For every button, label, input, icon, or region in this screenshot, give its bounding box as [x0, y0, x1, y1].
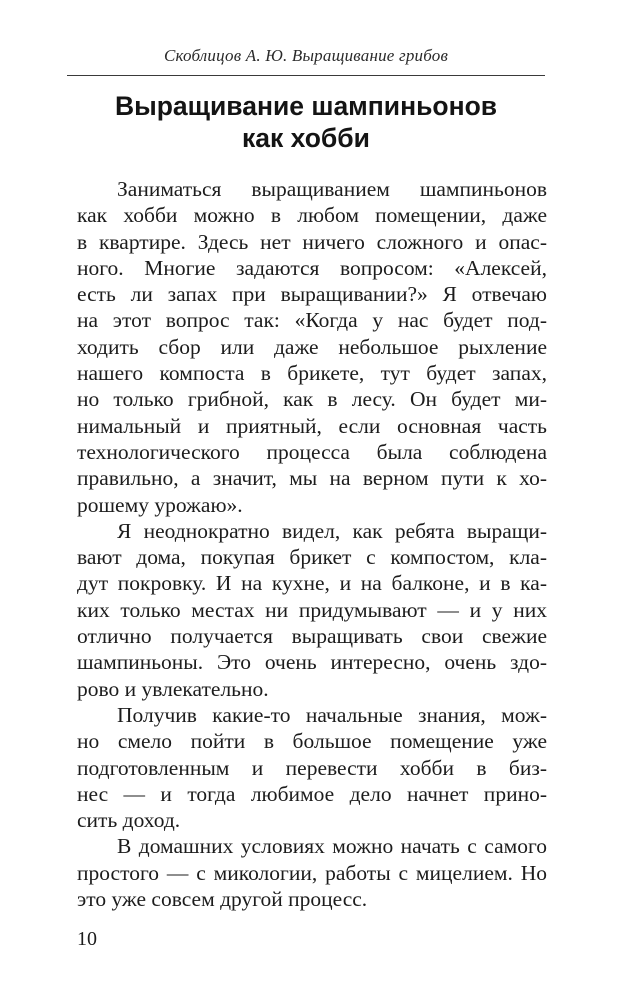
paragraph-line: рово и увлекательно. [77, 676, 269, 701]
paragraph-line: В домашних условиях можно начать с самого [117, 834, 547, 859]
paragraph [77, 702, 547, 833]
body-text [77, 176, 547, 912]
paragraph [77, 833, 547, 912]
paragraph-line: Заниматься выращиванием шампиньонов [117, 177, 547, 201]
paragraph-line: есть ли запах при выращивании?» Я отвечаю [77, 282, 547, 307]
paragraph-line: в квартире. Здесь нет ничего сложного и опас- [77, 229, 547, 254]
paragraph-line: отлично получается выращивать свои свежие [77, 624, 547, 649]
chapter-title [60, 90, 552, 154]
paragraph-line: но только грибной, как в лесу. Он будет ми- [77, 387, 547, 412]
page-number: 10 [77, 928, 97, 950]
running-head: Скоблицов А. Ю. Выращивание грибов [163, 46, 449, 65]
paragraph-line: на этот вопрос так: «Когда у нас будет под- [77, 308, 547, 333]
paragraph-line: нимальный и приятный, если основная часть [77, 413, 547, 438]
paragraph [77, 176, 547, 518]
paragraph-line: это уже совсем другой процесс. [77, 887, 368, 912]
chapter-title-line: Выращивание шампиньонов [114, 91, 498, 121]
paragraph-line: Я неоднократно видел, как ребята выращи- [117, 518, 547, 543]
paragraph-line: дут покровку. И на кухне, и на балконе, и в ка- [77, 571, 547, 596]
paragraph-line: правильно, а значит, мы на верном пути к хо- [77, 466, 547, 491]
paragraph [77, 518, 547, 702]
paragraph-line: сить доход. [77, 808, 181, 833]
paragraph-line: технологического процесса была соблюдена [77, 439, 547, 464]
paragraph-line: Получив какие-то начальные знания, мож- [117, 702, 547, 727]
paragraph-line: подготовленным и перевести хобби в биз- [77, 755, 547, 780]
paragraph-line: рошему урожаю». [77, 492, 243, 517]
paragraph-line: ких только местах ни придумывают — и у них [77, 597, 547, 622]
paragraph-line: как хобби можно в любом помещении, даже [77, 203, 547, 228]
paragraph-line: нашего компоста в брикете, тут будет запах, [77, 361, 547, 386]
paragraph-line: ходить сбор или даже небольшое рыхление [77, 334, 547, 359]
chapter-title-line: как хобби [242, 123, 370, 153]
paragraph-line: нес — и тогда любимое дело начнет прино- [77, 781, 547, 806]
paragraph-line: вают дома, покупая брикет с компостом, кла- [77, 545, 547, 570]
paragraph-line: простого — с микологии, работы с мицелием. Но [77, 860, 547, 885]
paragraph-line: шампиньоны. Это очень интересно, очень здо- [77, 650, 547, 675]
header-rule [67, 75, 545, 76]
paragraph-line: ного. Многие задаются вопросом: «Алексей, [77, 255, 547, 280]
paragraph-line: но смело пойти в большое помещение уже [77, 729, 547, 754]
